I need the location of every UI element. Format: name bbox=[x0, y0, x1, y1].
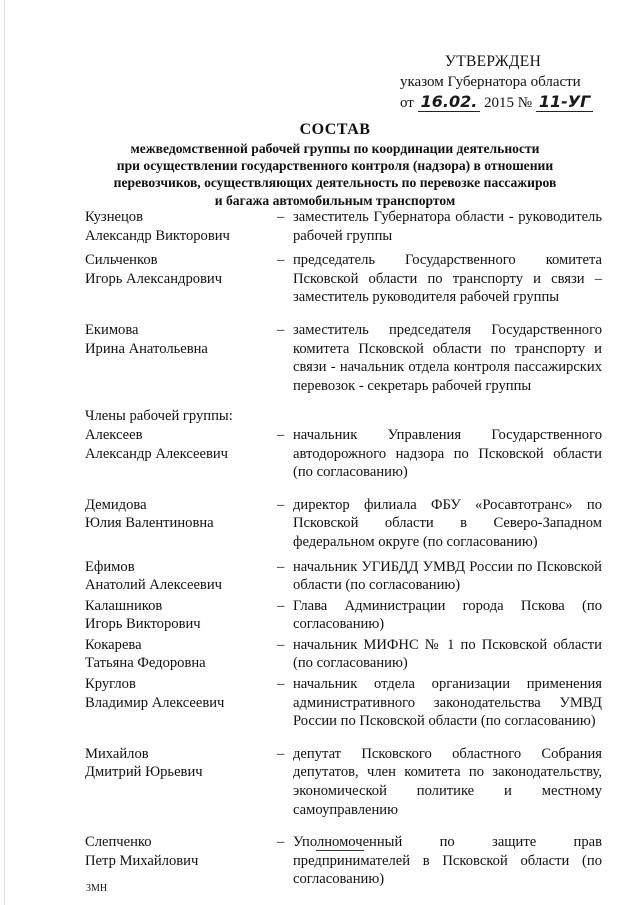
leader-row bbox=[85, 208, 605, 245]
approval-dateline bbox=[400, 92, 620, 113]
person-name bbox=[85, 745, 277, 819]
dash: – bbox=[277, 834, 285, 851]
handwritten-date: 16.02. bbox=[418, 92, 481, 112]
end-rule bbox=[316, 850, 364, 851]
person-name bbox=[85, 496, 277, 552]
surname: Калашников bbox=[85, 597, 163, 614]
role-text: директор филиала ФБУ «Росавтотранс» по Псковской области в Северо-Западном федеральном округе (по согласованию) bbox=[293, 496, 602, 550]
person-name bbox=[85, 558, 277, 595]
member-row bbox=[85, 675, 605, 731]
role-text: заместитель председателя Государственного комитета Псковской области по транспорту и связи - начальник отдела контроля пассажирских перевозок - секретарь рабочей группы bbox=[293, 321, 602, 394]
heading-line-1: межведомственной рабочей группы по координации деятельности bbox=[130, 141, 540, 156]
heading-line-4: и багажа автомобильным транспортом bbox=[214, 192, 456, 208]
role-text: председатель Государственного комитета Псковской области по транспорту и связи – заместитель руководителя рабочей группы bbox=[293, 252, 602, 306]
surname: Сильченков bbox=[85, 252, 158, 269]
role-text: заместитель Губернатора области - руководитель рабочей группы bbox=[293, 209, 602, 244]
leader-row bbox=[85, 321, 605, 395]
person-name bbox=[85, 636, 277, 673]
given-names: Петр Михайлович bbox=[85, 852, 199, 869]
member-row bbox=[85, 833, 605, 889]
scan-edge-line bbox=[4, 0, 5, 905]
given-names: Анатолий Алексеевич bbox=[85, 577, 222, 594]
role-text: Глава Администрации города Пскова (по согласованию) bbox=[293, 597, 602, 633]
dash: – bbox=[277, 252, 285, 269]
member-row bbox=[85, 558, 605, 595]
member-row bbox=[85, 636, 605, 673]
dash: – bbox=[277, 558, 285, 575]
person-name bbox=[85, 675, 277, 731]
year-number-text: 2015 № bbox=[484, 95, 533, 111]
surname: Кузнецов bbox=[85, 209, 143, 225]
person-name bbox=[85, 321, 277, 395]
dash: – bbox=[277, 426, 285, 443]
given-names: Дмитрий Юрьевич bbox=[85, 764, 203, 781]
dash: – bbox=[277, 636, 285, 653]
dash: – bbox=[277, 496, 285, 513]
given-names: Владимир Алексеевич bbox=[85, 694, 225, 711]
surname: Демидова bbox=[85, 496, 147, 513]
given-names: Татьяна Федоровна bbox=[85, 655, 206, 672]
person-name bbox=[85, 251, 277, 307]
role-text: Уполномоченный по защите прав предпринимателей в Псковской области (по согласованию) bbox=[293, 834, 602, 888]
surname: Ефимов bbox=[85, 558, 135, 575]
given-names: Игорь Викторович bbox=[85, 616, 201, 633]
dash: – bbox=[277, 321, 285, 338]
dash: – bbox=[277, 676, 285, 693]
given-names: Ирина Анатольевна bbox=[85, 340, 208, 357]
member-row bbox=[85, 597, 605, 634]
leader-row bbox=[85, 251, 605, 307]
heading-line-3: перевозчиков, осуществляющих деятельность по перевозке пассажиров bbox=[113, 175, 557, 191]
role-text: начальник УГИБДД УМВД России по Псковской области (по согласованию) bbox=[293, 558, 602, 594]
date-prefix: от bbox=[400, 95, 414, 111]
surname: Михайлов bbox=[85, 745, 149, 762]
approval-title: УТВЕРЖДЕН bbox=[444, 53, 542, 70]
given-names: Александр Викторович bbox=[85, 227, 230, 244]
person-name bbox=[85, 208, 277, 245]
role-text: депутат Псковского областного Собрания депутатов, член комитета по законодательству, экономической политике и местному самоуправлению bbox=[293, 745, 602, 818]
person-name bbox=[85, 597, 277, 634]
surname: Екимова bbox=[85, 321, 139, 338]
heading-line-2: при осуществлении государственного контроля (надзора) в отношении bbox=[116, 158, 554, 174]
role-text: начальник отдела организации применения административного законодательства УМВД России по Псковской области (по согласованию) bbox=[293, 676, 602, 730]
member-row bbox=[85, 426, 605, 482]
surname: Слепченко bbox=[85, 834, 152, 851]
dash: – bbox=[277, 597, 285, 614]
heading-title: СОСТАВ bbox=[299, 121, 371, 138]
surname: Кокарева bbox=[85, 636, 142, 653]
person-name bbox=[85, 426, 277, 482]
approval-decree: указом Губернатора области bbox=[400, 74, 581, 90]
person-name bbox=[85, 833, 277, 889]
surname: Алексеев bbox=[85, 426, 143, 443]
dash: – bbox=[277, 209, 285, 225]
dash: – bbox=[277, 745, 285, 762]
given-names: Игорь Александрович bbox=[85, 270, 223, 287]
document-heading bbox=[70, 120, 600, 209]
surname: Круглов bbox=[85, 676, 136, 693]
member-row bbox=[85, 496, 605, 552]
members-label: Члены рабочей группы: bbox=[85, 408, 233, 425]
role-text: начальник Управления Государственного автодорожного надзора по Псковской области (по согласованию) bbox=[293, 426, 602, 481]
approval-stamp bbox=[400, 52, 620, 113]
member-row bbox=[85, 745, 605, 819]
composition-list bbox=[85, 208, 605, 889]
role-text: начальник МИФНС № 1 по Псковской области (по согласованию) bbox=[293, 636, 602, 672]
given-names: Александр Алексеевич bbox=[85, 445, 229, 462]
given-names: Юлия Валентиновна bbox=[85, 515, 214, 532]
footer-code: 3МН bbox=[86, 883, 108, 894]
handwritten-number: 11-УГ bbox=[536, 92, 593, 112]
